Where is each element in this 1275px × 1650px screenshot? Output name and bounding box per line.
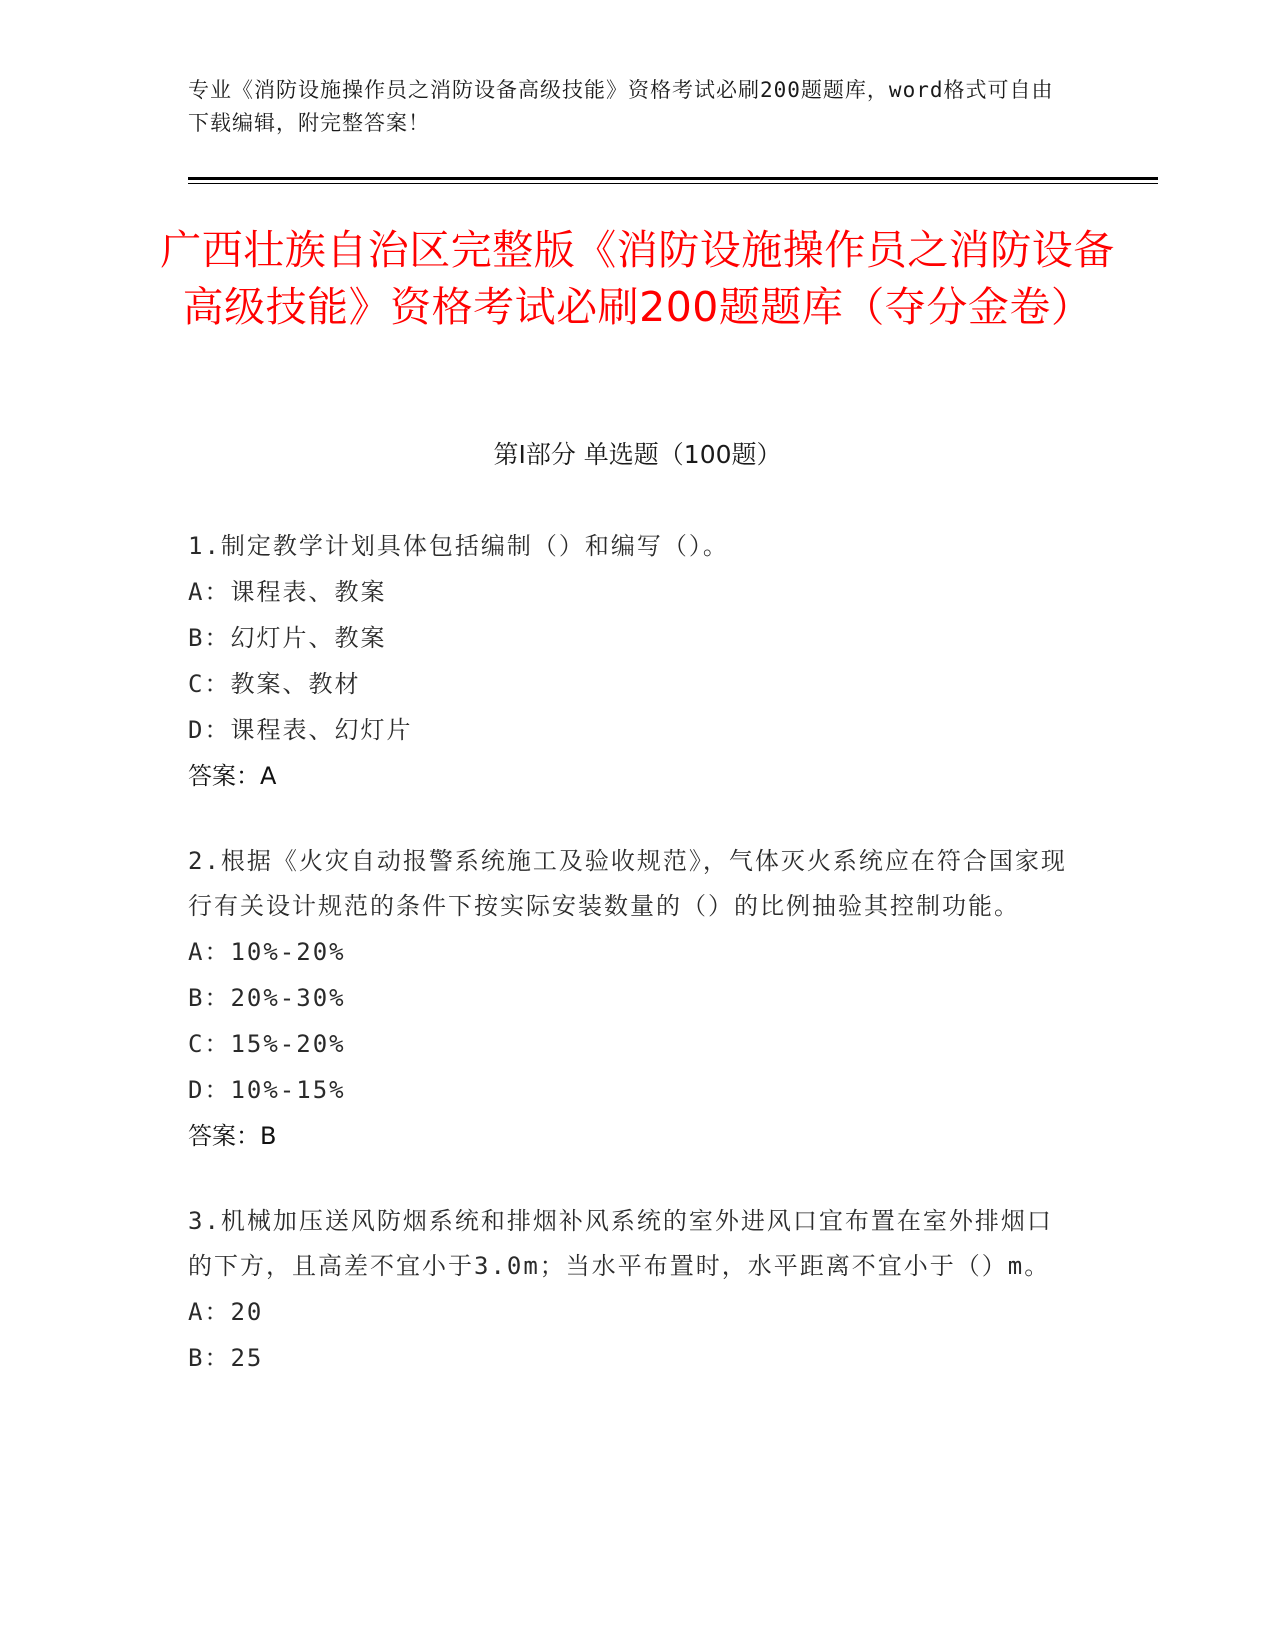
question-stem: 1.制定教学计划具体包括编制（）和编写（）。 <box>188 532 729 560</box>
option-a: A：20 <box>188 1298 264 1326</box>
option-a: A：课程表、教案 <box>188 578 387 606</box>
question-1 <box>188 524 1068 799</box>
answer: 答案：A <box>188 762 277 790</box>
question-list <box>188 524 1068 1421</box>
question-3 <box>188 1199 1068 1381</box>
header-rule-thin <box>188 183 1158 184</box>
option-c: C：教案、教材 <box>188 670 361 698</box>
question-stem: 3.机械加压送风防烟系统和排烟补风系统的室外进风口宜布置在室外排烟口的下方，且高差不宜小于3.0m；当水平布置时，水平距离不宜小于（）m。 <box>188 1207 1053 1280</box>
answer: 答案：B <box>188 1122 277 1150</box>
option-c: C：15%-20% <box>188 1030 346 1058</box>
document-title: 广西壮族自治区完整版《消防设施操作员之消防设备高级技能》资格考试必刷200题题库（夺分金卷） <box>160 226 1115 331</box>
option-d: D：课程表、幻灯片 <box>188 716 413 744</box>
option-b: B：25 <box>188 1344 264 1372</box>
question-2 <box>188 839 1068 1159</box>
header-rule-thick <box>188 177 1158 180</box>
option-a: A：10%-20% <box>188 938 346 966</box>
section-heading: 第I部分 单选题（100题） <box>493 440 782 469</box>
option-b: B：20%-30% <box>188 984 346 1012</box>
option-b: B：幻灯片、教案 <box>188 624 387 652</box>
header-note: 专业《消防设施操作员之消防设备高级技能》资格考试必刷200题题库，word格式可自由下载编辑，附完整答案！ <box>188 78 1054 135</box>
question-stem: 2.根据《火灾自动报警系统施工及验收规范》，气体灭火系统应在符合国家现行有关设计规范的条件下按实际安装数量的（）的比例抽验其控制功能。 <box>188 847 1067 920</box>
option-d: D：10%-15% <box>188 1076 346 1104</box>
